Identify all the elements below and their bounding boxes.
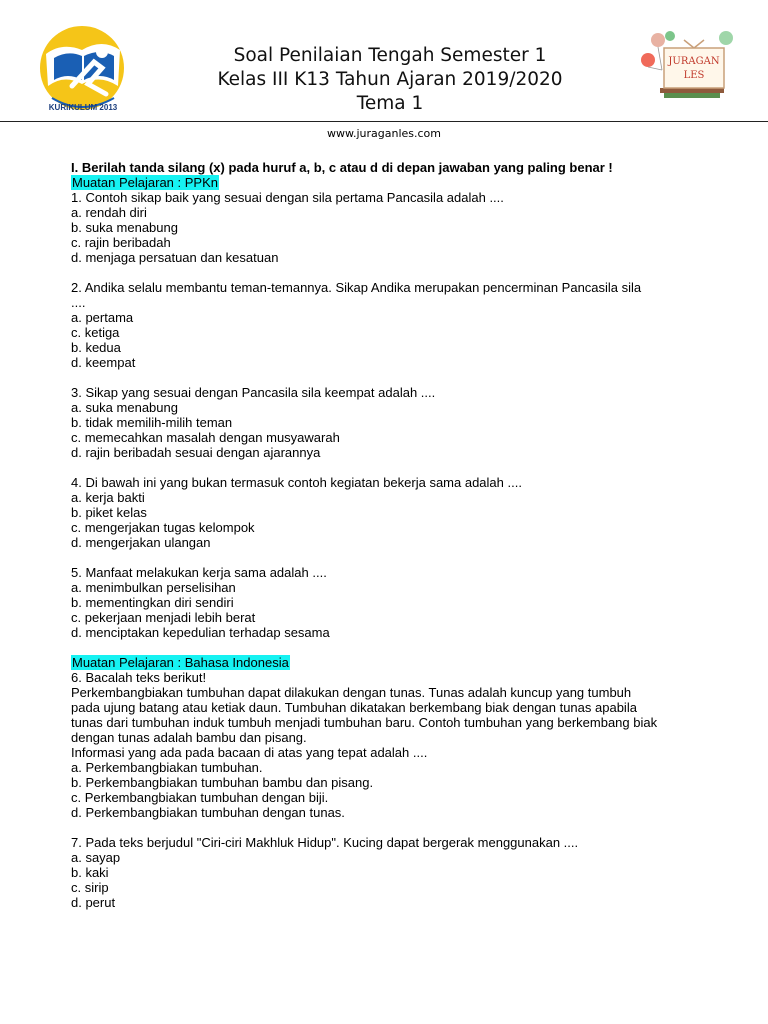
juragan-logo-line1: JURAGAN: [668, 56, 720, 67]
question-text: 3. Sikap yang sesuai dengan Pancasila sila keempat adalah ....: [71, 385, 436, 400]
option-b: b. Perkembangbiakan tumbuhan bambu dan pisang.: [71, 775, 374, 790]
question-text: 2. Andika selalu membantu teman-temannya. Sikap Andika merupakan pencerminan Pancasila sila: [71, 280, 642, 295]
passage-line: Perkembangbiakan tumbuhan dapat dilakukan dengan tunas. Tunas adalah kuncup yang tumbuh: [71, 685, 632, 700]
question-3: [71, 385, 703, 460]
question-2: [71, 280, 703, 370]
option-c: c. ketiga: [71, 325, 120, 340]
juragan-les-logo: [640, 30, 740, 102]
option-b: b. mementingkan diri sendiri: [71, 595, 234, 610]
title-line-2: Kelas III K13 Tahun Ajaran 2019/2020: [217, 69, 563, 90]
option-b: b. suka menabung: [71, 220, 178, 235]
subject-ppkn: Muatan Pelajaran : PPKn: [72, 175, 218, 190]
option-d: d. mengerjakan ulangan: [71, 535, 211, 550]
option-a: a. pertama: [71, 310, 134, 325]
website-url: www.juraganles.com: [326, 127, 441, 140]
question-intro: 6. Bacalah teks berikut!: [71, 670, 207, 685]
option-d: d. perut: [71, 895, 116, 910]
option-a: a. rendah diri: [71, 205, 147, 220]
title-line-3: Tema 1: [356, 93, 424, 114]
juragan-logo-line2: LES: [683, 70, 705, 81]
option-c: c. rajin beribadah: [71, 235, 171, 250]
question-text: 4. Di bawah ini yang bukan termasuk contoh kegiatan bekerja sama adalah ....: [71, 475, 522, 490]
question-5: [71, 565, 703, 640]
option-c: c. memecahkan masalah dengan musyawarah: [71, 430, 340, 445]
question-text: 5. Manfaat melakukan kerja sama adalah ....: [71, 565, 327, 580]
reading-passage: [71, 685, 703, 745]
question-7: [71, 835, 703, 910]
option-a: a. Perkembangbiakan tumbuhan.: [71, 760, 263, 775]
option-d: d. menciptakan kepedulian terhadap sesama: [71, 625, 330, 640]
kurikulum-logo-text: KURIKULUM 2013: [48, 103, 118, 112]
option-a: a. sayap: [71, 850, 121, 865]
instruction: I. Berilah tanda silang (x) pada huruf a, b, c atau d di depan jawaban yang paling benar !: [71, 160, 613, 175]
question-text: 1. Contoh sikap baik yang sesuai dengan sila pertama Pancasila adalah ....: [71, 190, 504, 205]
subject-bahasa-indonesia: Muatan Pelajaran : Bahasa Indonesia: [72, 655, 289, 670]
option-c: c. pekerjaan menjadi lebih berat: [71, 610, 256, 625]
option-d: d. menjaga persatuan dan kesatuan: [71, 250, 279, 265]
option-a: a. suka menabung: [71, 400, 178, 415]
question-6: [71, 670, 703, 820]
option-d: d. rajin beribadah sesuai dengan ajarannya: [71, 445, 321, 460]
passage-line: pada ujung batang atau ketiak daun. Tumbuhan dikatakan berkembang biak dengan tunas apabila: [71, 700, 637, 715]
option-b: b. piket kelas: [71, 505, 147, 520]
option-a: a. menimbulkan perselisihan: [71, 580, 236, 595]
document-title: [150, 44, 630, 116]
question-4: [71, 475, 703, 550]
option-b: b. kedua: [71, 340, 121, 355]
header-divider: [0, 121, 768, 122]
question-text: Informasi yang ada pada bacaan di atas yang tepat adalah ....: [71, 745, 428, 760]
page-header: [0, 0, 768, 122]
question-1: [71, 190, 703, 265]
option-d: d. Perkembangbiakan tumbuhan dengan tunas.: [71, 805, 345, 820]
option-c: c. mengerjakan tugas kelompok: [71, 520, 255, 535]
option-c: c. Perkembangbiakan tumbuhan dengan biji.: [71, 790, 329, 805]
passage-line: tunas dari tumbuhan induk tumbuh menjadi tumbuhan baru. Contoh tumbuhan yang berkembang biak: [71, 715, 658, 730]
question-text-continued: ....: [71, 295, 86, 310]
option-d: d. keempat: [71, 355, 136, 370]
kurikulum-2013-logo: [32, 24, 134, 116]
option-a: a. kerja bakti: [71, 490, 145, 505]
option-c: c. sirip: [71, 880, 109, 895]
question-text: 7. Pada teks berjudul "Ciri-ciri Makhluk Hidup". Kucing dapat bergerak menggunakan ....: [71, 835, 579, 850]
title-line-1: Soal Penilaian Tengah Semester 1: [233, 45, 547, 66]
exam-content: [71, 160, 703, 910]
passage-line: dengan tunas adalah bambu dan pisang.: [71, 730, 307, 745]
option-b: b. tidak memilih-milih teman: [71, 415, 233, 430]
option-b: b. kaki: [71, 865, 109, 880]
